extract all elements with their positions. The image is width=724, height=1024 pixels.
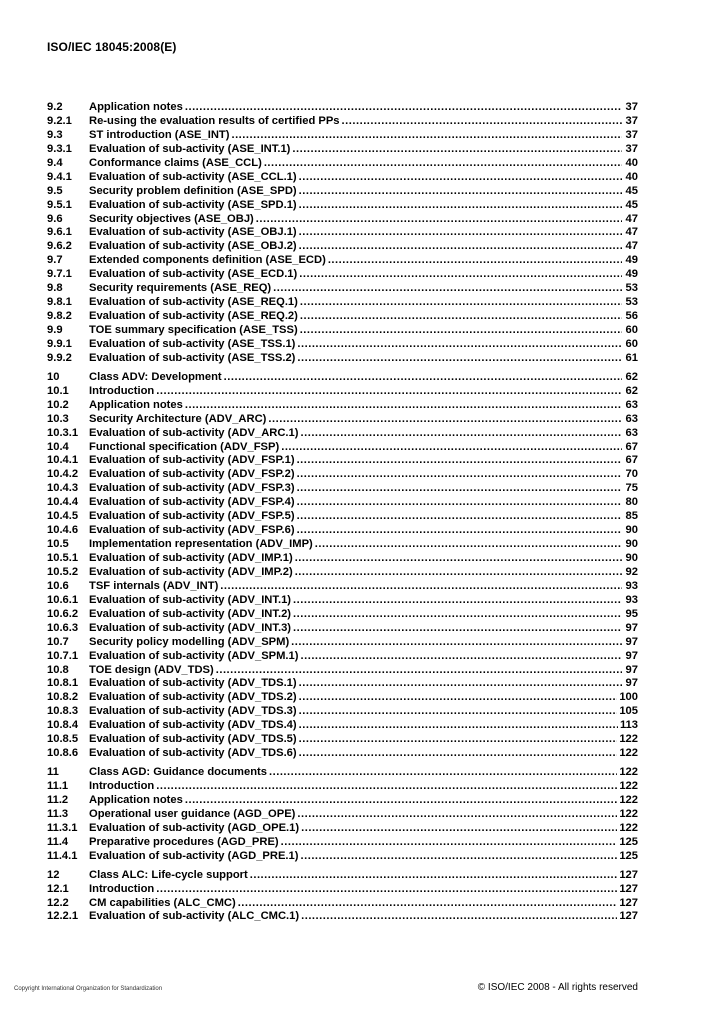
- toc-entry-number: 9.4.1: [47, 170, 72, 183]
- toc-entry-page: 127: [619, 868, 638, 881]
- footer-copyright-left: Copyright International Organization for Standardization: [14, 986, 163, 992]
- toc-entry-title: Re-using the evaluation results of certified PPs: [89, 114, 340, 127]
- toc-dot-leader: [301, 910, 617, 924]
- toc-entry[interactable]: [47, 185, 638, 199]
- toc-entry-number: 10.8.4: [47, 719, 79, 732]
- toc-entry[interactable]: [47, 650, 638, 664]
- toc-entry-number: 10.4.6: [47, 524, 79, 537]
- toc-entry-title: Evaluation of sub-activity (ADV_IMP.1): [89, 552, 293, 564]
- toc-entry-title: Evaluation of sub-activity (ADV_TDS.3): [89, 705, 297, 718]
- toc-entry-title: Evaluation of sub-activity (ADV_FSP.1): [89, 454, 295, 467]
- toc-dot-leader: [299, 185, 622, 199]
- toc-dot-leader: [185, 101, 622, 115]
- toc-entry-page: 67: [625, 454, 638, 467]
- toc-entry-number: 9.6.1: [47, 226, 72, 239]
- toc-entry[interactable]: [47, 413, 638, 427]
- toc-entry-number: 10.5.1: [47, 552, 79, 564]
- toc-dot-leader: [301, 822, 617, 836]
- toc-dot-leader: [231, 129, 622, 143]
- toc-entry-page: 47: [625, 212, 638, 225]
- toc-entry[interactable]: [47, 171, 638, 185]
- toc-entry-page: 127: [619, 882, 638, 895]
- toc-entry-page: 122: [619, 733, 638, 746]
- toc-dot-leader: [295, 552, 622, 566]
- toc-entry[interactable]: [47, 608, 638, 622]
- toc-entry-page: 37: [625, 101, 638, 113]
- toc-entry-page: 60: [625, 324, 638, 336]
- toc-entry-title: Evaluation of sub-activity (ADV_TDS.2): [89, 691, 297, 704]
- toc-entry-title: Evaluation of sub-activity (ADV_FSP.6): [89, 524, 295, 537]
- toc-dot-leader: [299, 733, 618, 747]
- toc-dot-leader: [299, 747, 618, 761]
- toc-entry-number: 10.6.3: [47, 621, 79, 634]
- toc-entry-number: 10.4.5: [47, 510, 79, 523]
- toc-entry-page: 37: [625, 114, 638, 127]
- toc-entry[interactable]: [47, 869, 638, 883]
- toc-dot-leader: [315, 538, 622, 552]
- toc-dot-leader: [297, 496, 622, 510]
- toc-entry-page: 122: [619, 807, 638, 820]
- toc-dot-leader: [281, 836, 618, 850]
- toc-entry[interactable]: [47, 850, 638, 864]
- toc-entry-title: Evaluation of sub-activity (ADV_FSP.2): [89, 468, 295, 481]
- toc-entry-title: Security problem definition (ASE_SPD): [89, 184, 297, 197]
- toc-entry-title: Application notes: [89, 398, 183, 411]
- toc-entry-number: 10.3: [47, 412, 69, 425]
- toc-entry-page: 100: [619, 691, 638, 704]
- toc-dot-leader: [292, 143, 622, 157]
- toc-entry-page: 61: [625, 351, 638, 364]
- toc-dot-leader: [297, 352, 622, 366]
- toc-entry[interactable]: [47, 836, 638, 850]
- toc-dot-leader: [268, 413, 622, 427]
- toc-entry-title: Class ADV: Development: [89, 370, 222, 383]
- toc-dot-leader: [299, 199, 622, 213]
- toc-entry-title: Evaluation of sub-activity (ADV_TDS.1): [89, 677, 297, 690]
- toc-entry-number: 10.7: [47, 635, 69, 648]
- toc-entry[interactable]: [47, 296, 638, 310]
- toc-entry-page: 122: [619, 780, 638, 792]
- toc-entry-page: 127: [619, 896, 638, 909]
- toc-entry-page: 97: [625, 635, 638, 648]
- toc-entry-page: 37: [625, 142, 638, 155]
- toc-entry-page: 49: [625, 254, 638, 267]
- toc-dot-leader: [300, 324, 622, 338]
- toc-entry-number: 10.7.1: [47, 649, 79, 662]
- toc-entry-title: Evaluation of sub-activity (ADV_IMP.2): [89, 565, 293, 578]
- toc-entry-page: 122: [619, 766, 638, 779]
- toc-entry-page: 37: [625, 128, 638, 141]
- toc-entry-page: 45: [625, 184, 638, 197]
- toc-entry-title: Evaluation of sub-activity (ASE_TSS.1): [89, 337, 296, 350]
- toc-entry-number: 9.4: [47, 156, 63, 169]
- toc-entry-title: Preparative procedures (AGD_PRE): [89, 835, 279, 848]
- toc-entry-page: 93: [625, 593, 638, 606]
- toc-entry-number: 10.1: [47, 384, 69, 397]
- toc-entry-number: 10.4.2: [47, 468, 79, 481]
- toc-entry-title: Evaluation of sub-activity (ASE_REQ.2): [89, 310, 298, 323]
- toc-entry[interactable]: [47, 454, 638, 468]
- toc-entry[interactable]: [47, 664, 638, 678]
- toc-entry-title: Evaluation of sub-activity (ASE_OBJ.2): [89, 240, 297, 253]
- toc-entry[interactable]: [47, 747, 638, 761]
- toc-entry[interactable]: [47, 636, 638, 650]
- toc-entry-page: 125: [619, 835, 638, 848]
- toc-entry-title: Evaluation of sub-activity (ASE_INT.1): [89, 142, 291, 155]
- toc-entry[interactable]: [47, 677, 638, 691]
- toc-dot-leader: [297, 468, 622, 482]
- toc-entry-page: 40: [625, 170, 638, 183]
- toc-entry-number: 10.5: [47, 538, 69, 551]
- document-id: ISO/IEC 18045:2008(E): [47, 40, 177, 54]
- toc-dot-leader: [342, 115, 622, 129]
- toc-group: [47, 101, 638, 366]
- toc-dot-leader: [293, 608, 622, 622]
- toc-dot-leader: [185, 399, 622, 413]
- toc-entry-number: 12.1: [47, 882, 69, 895]
- toc-entry-title: Evaluation of sub-activity (AGD_PRE.1): [89, 849, 299, 862]
- toc-entry-title: Class AGD: Guidance documents: [89, 766, 267, 779]
- toc-entry-number: 11.1: [47, 780, 69, 792]
- toc-entry-title: Security Architecture (ADV_ARC): [89, 412, 267, 425]
- toc-dot-leader: [299, 171, 622, 185]
- toc-dot-leader: [250, 869, 618, 883]
- toc-entry-title: Application notes: [89, 101, 183, 113]
- toc-entry-page: 125: [619, 849, 638, 862]
- toc-entry[interactable]: [47, 622, 638, 636]
- toc-entry[interactable]: [47, 240, 638, 254]
- toc-dot-leader: [299, 226, 622, 240]
- toc-entry[interactable]: [47, 199, 638, 213]
- toc-entry-number: 10.4.1: [47, 454, 79, 467]
- toc-entry-page: 97: [625, 677, 638, 690]
- toc-entry-page: 63: [625, 426, 638, 439]
- toc-entry-page: 62: [625, 370, 638, 383]
- toc-dot-leader: [256, 213, 622, 227]
- toc-entry-number: 11.4.1: [47, 849, 78, 862]
- toc-entry[interactable]: [47, 468, 638, 482]
- toc-dot-leader: [238, 897, 618, 911]
- toc-entry-number: 11.4: [47, 835, 69, 848]
- toc-group: [47, 869, 638, 925]
- toc-entry[interactable]: [47, 897, 638, 911]
- toc-entry-number: 10.8.3: [47, 705, 79, 718]
- toc-entry[interactable]: [47, 371, 638, 385]
- toc-entry-title: Evaluation of sub-activity (ADV_TDS.6): [89, 747, 297, 760]
- toc-entry-page: 49: [625, 268, 638, 281]
- toc-entry-title: Functional specification (ADV_FSP): [89, 440, 280, 453]
- toc-entry[interactable]: [47, 719, 638, 733]
- toc-dot-leader: [299, 240, 622, 254]
- toc-entry-number: 10.6.2: [47, 607, 79, 620]
- toc-entry[interactable]: [47, 482, 638, 496]
- toc-entry-title: TOE summary specification (ASE_TSS): [89, 324, 298, 336]
- toc-entry[interactable]: [47, 883, 638, 897]
- toc-entry[interactable]: [47, 524, 638, 538]
- toc-dot-leader: [156, 883, 617, 897]
- toc-entry[interactable]: [47, 115, 638, 129]
- toc-dot-leader: [156, 385, 622, 399]
- toc-entry-number: 10.8.5: [47, 733, 79, 746]
- toc-entry[interactable]: [47, 427, 638, 441]
- toc-entry-title: Security requirements (ASE_REQ): [89, 282, 272, 295]
- toc-entry-page: 122: [619, 821, 638, 834]
- toc-entry-number: 9.7: [47, 254, 63, 267]
- toc-entry-title: Evaluation of sub-activity (ADV_INT.2): [89, 607, 292, 620]
- toc-entry-number: 11.3: [47, 807, 69, 820]
- toc-entry-number: 12: [47, 868, 60, 881]
- toc-dot-leader: [299, 677, 622, 691]
- toc-entry[interactable]: [47, 399, 638, 413]
- toc-dot-leader: [299, 691, 618, 705]
- toc-group: [47, 766, 638, 864]
- toc-entry-number: 9.3: [47, 128, 63, 141]
- table-of-contents: [47, 101, 638, 929]
- toc-entry-title: Evaluation of sub-activity (ADV_INT.1): [89, 593, 292, 606]
- toc-dot-leader: [264, 157, 622, 171]
- toc-entry-title: TOE design (ADV_TDS): [89, 663, 214, 676]
- toc-dot-leader: [220, 580, 622, 594]
- toc-entry-number: 9.2: [47, 101, 63, 113]
- toc-dot-leader: [299, 719, 618, 733]
- toc-entry-number: 9.9.1: [47, 337, 72, 350]
- toc-entry-page: 97: [625, 621, 638, 634]
- toc-dot-leader: [156, 780, 617, 794]
- toc-entry-page: 53: [625, 282, 638, 295]
- toc-entry-number: 10.3.1: [47, 426, 79, 439]
- toc-entry[interactable]: [47, 552, 638, 566]
- toc-dot-leader: [297, 454, 622, 468]
- toc-entry-number: 9.8.1: [47, 296, 72, 309]
- toc-entry-page: 97: [625, 649, 638, 662]
- toc-entry-page: 80: [625, 496, 638, 509]
- toc-entry[interactable]: [47, 808, 638, 822]
- toc-entry-title: Evaluation of sub-activity (AGD_OPE.1): [89, 821, 300, 834]
- toc-entry-number: 10.6.1: [47, 593, 79, 606]
- toc-entry-page: 47: [625, 226, 638, 239]
- toc-entry-title: ST introduction (ASE_INT): [89, 128, 230, 141]
- toc-entry[interactable]: [47, 101, 638, 115]
- toc-entry[interactable]: [47, 441, 638, 455]
- toc-entry-number: 10.8: [47, 663, 69, 676]
- toc-entry[interactable]: [47, 733, 638, 747]
- toc-entry-title: Security objectives (ASE_OBJ): [89, 212, 254, 225]
- toc-dot-leader: [291, 636, 622, 650]
- toc-entry-title: Evaluation of sub-activity (ADV_FSP.3): [89, 482, 295, 495]
- toc-entry[interactable]: [47, 352, 638, 366]
- toc-entry-number: 9.5: [47, 184, 63, 197]
- toc-entry-number: 9.9: [47, 324, 63, 336]
- toc-entry-number: 9.2.1: [47, 114, 72, 127]
- toc-entry-number: 9.6.2: [47, 240, 72, 253]
- toc-entry[interactable]: [47, 766, 638, 780]
- toc-entry-number: 9.8.2: [47, 310, 72, 323]
- toc-dot-leader: [224, 371, 622, 385]
- toc-entry[interactable]: [47, 691, 638, 705]
- toc-entry-title: Evaluation of sub-activity (ADV_ARC.1): [89, 426, 299, 439]
- toc-entry[interactable]: [47, 794, 638, 808]
- toc-entry[interactable]: [47, 338, 638, 352]
- toc-entry-page: 93: [625, 579, 638, 592]
- toc-entry-number: 9.8: [47, 282, 63, 295]
- toc-entry-title: Evaluation of sub-activity (ALC_CMC.1): [89, 910, 300, 923]
- toc-entry-title: Evaluation of sub-activity (ASE_ECD.1): [89, 268, 298, 281]
- toc-entry[interactable]: [47, 822, 638, 836]
- toc-entry-number: 11: [47, 766, 59, 779]
- toc-entry-title: Evaluation of sub-activity (ASE_OBJ.1): [89, 226, 297, 239]
- toc-entry[interactable]: [47, 580, 638, 594]
- toc-dot-leader: [299, 268, 622, 282]
- toc-dot-leader: [293, 594, 622, 608]
- toc-entry[interactable]: [47, 282, 638, 296]
- toc-entry-title: Evaluation of sub-activity (ASE_SPD.1): [89, 198, 297, 211]
- toc-entry-title: Conformance claims (ASE_CCL): [89, 156, 262, 169]
- toc-entry-title: Introduction: [89, 384, 155, 397]
- toc-dot-leader: [297, 524, 622, 538]
- toc-entry-page: 53: [625, 296, 638, 309]
- toc-entry-page: 90: [625, 552, 638, 564]
- toc-entry[interactable]: [47, 594, 638, 608]
- toc-dot-leader: [301, 427, 623, 441]
- toc-entry[interactable]: [47, 780, 638, 794]
- toc-entry-number: 9.6: [47, 212, 63, 225]
- toc-dot-leader: [300, 296, 622, 310]
- toc-entry-title: Application notes: [89, 793, 183, 806]
- toc-entry-page: 122: [619, 793, 638, 806]
- toc-dot-leader: [216, 664, 622, 678]
- toc-entry-page: 105: [619, 705, 638, 718]
- toc-dot-leader: [300, 310, 622, 324]
- toc-entry-page: 113: [619, 719, 638, 732]
- toc-entry[interactable]: [47, 496, 638, 510]
- toc-entry-title: Evaluation of sub-activity (ADV_TDS.5): [89, 733, 297, 746]
- toc-entry-number: 11.3.1: [47, 821, 78, 834]
- toc-entry-title: Evaluation of sub-activity (ASE_CCL.1): [89, 170, 297, 183]
- toc-dot-leader: [273, 282, 622, 296]
- toc-entry-number: 10.4: [47, 440, 69, 453]
- toc-entry[interactable]: [47, 324, 638, 338]
- toc-entry[interactable]: [47, 910, 638, 924]
- toc-group: [47, 371, 638, 761]
- toc-entry-number: 10.8.1: [47, 677, 79, 690]
- toc-entry-title: Implementation representation (ADV_IMP): [89, 538, 313, 551]
- toc-entry-page: 45: [625, 198, 638, 211]
- toc-entry-page: 95: [625, 607, 638, 620]
- toc-dot-leader: [185, 794, 617, 808]
- toc-entry-page: 90: [625, 524, 638, 537]
- toc-entry-page: 90: [625, 538, 638, 551]
- toc-entry[interactable]: [47, 143, 638, 157]
- toc-entry-title: Evaluation of sub-activity (ASE_TSS.2): [89, 351, 296, 364]
- toc-dot-leader: [297, 338, 622, 352]
- toc-entry-number: 9.9.2: [47, 351, 72, 364]
- toc-entry-title: Class ALC: Life-cycle support: [89, 868, 248, 881]
- toc-entry-title: Evaluation of sub-activity (ADV_SPM.1): [89, 649, 299, 662]
- toc-entry-page: 47: [625, 240, 638, 253]
- toc-entry[interactable]: [47, 157, 638, 171]
- toc-entry-title: Evaluation of sub-activity (ASE_REQ.1): [89, 296, 298, 309]
- toc-entry-number: 11.2: [47, 793, 69, 806]
- toc-entry[interactable]: [47, 268, 638, 282]
- toc-entry-page: 85: [625, 510, 638, 523]
- toc-dot-leader: [301, 850, 618, 864]
- toc-entry-page: 63: [625, 398, 638, 411]
- toc-entry-page: 92: [625, 565, 638, 578]
- toc-entry-title: Introduction: [89, 882, 155, 895]
- toc-dot-leader: [293, 622, 622, 636]
- footer-copyright-right: © ISO/IEC 2008 - All rights reserved: [477, 982, 638, 993]
- toc-dot-leader: [299, 705, 618, 719]
- toc-dot-leader: [295, 566, 622, 580]
- toc-dot-leader: [301, 650, 623, 664]
- toc-entry-number: 10.5.2: [47, 565, 79, 578]
- toc-dot-leader: [328, 254, 622, 268]
- toc-entry-number: 9.7.1: [47, 268, 72, 281]
- toc-entry-page: 67: [625, 440, 638, 453]
- toc-dot-leader: [297, 510, 622, 524]
- toc-entry-title: Security policy modelling (ADV_SPM): [89, 635, 290, 648]
- toc-entry-page: 70: [625, 468, 638, 481]
- toc-entry-number: 9.5.1: [47, 198, 72, 211]
- toc-entry-number: 9.3.1: [47, 142, 72, 155]
- toc-entry[interactable]: [47, 129, 638, 143]
- toc-entry-title: Evaluation of sub-activity (ADV_FSP.5): [89, 510, 295, 523]
- toc-entry-page: 56: [625, 310, 638, 323]
- toc-dot-leader: [281, 441, 622, 455]
- toc-entry-number: 10: [47, 370, 60, 383]
- toc-entry[interactable]: [47, 705, 638, 719]
- toc-entry-number: 12.2: [47, 896, 69, 909]
- toc-entry[interactable]: [47, 254, 638, 268]
- toc-entry-title: Evaluation of sub-activity (ADV_TDS.4): [89, 719, 297, 732]
- toc-entry-number: 10.4.4: [47, 496, 79, 509]
- toc-entry-title: TSF internals (ADV_INT): [89, 579, 219, 592]
- toc-entry[interactable]: [47, 310, 638, 324]
- toc-entry-number: 10.8.2: [47, 691, 79, 704]
- toc-entry-page: 60: [625, 337, 638, 350]
- toc-entry[interactable]: [47, 226, 638, 240]
- toc-entry-title: Evaluation of sub-activity (ADV_INT.3): [89, 621, 292, 634]
- toc-entry-page: 62: [625, 384, 638, 397]
- toc-entry-title: Extended components definition (ASE_ECD): [89, 254, 326, 267]
- toc-entry-page: 122: [619, 747, 638, 760]
- toc-entry-number: 10.4.3: [47, 482, 79, 495]
- toc-entry[interactable]: [47, 566, 638, 580]
- toc-entry-page: 97: [625, 663, 638, 676]
- toc-entry-page: 75: [625, 482, 638, 495]
- toc-dot-leader: [269, 766, 617, 780]
- toc-entry-title: Evaluation of sub-activity (ADV_FSP.4): [89, 496, 295, 509]
- toc-entry-number: 12.2.1: [47, 910, 79, 923]
- toc-entry[interactable]: [47, 213, 638, 227]
- toc-entry-title: CM capabilities (ALC_CMC): [89, 896, 236, 909]
- toc-dot-leader: [297, 482, 622, 496]
- toc-entry-title: Introduction: [89, 780, 155, 792]
- toc-entry[interactable]: [47, 538, 638, 552]
- toc-entry[interactable]: [47, 385, 638, 399]
- toc-entry[interactable]: [47, 510, 638, 524]
- toc-entry-number: 10.6: [47, 579, 69, 592]
- toc-entry-page: 127: [619, 910, 638, 923]
- toc-dot-leader: [297, 808, 617, 822]
- toc-entry-page: 63: [625, 412, 638, 425]
- toc-entry-page: 40: [625, 156, 638, 169]
- toc-entry-number: 10.8.6: [47, 747, 79, 760]
- toc-entry-number: 10.2: [47, 398, 69, 411]
- toc-entry-title: Operational user guidance (AGD_OPE): [89, 807, 296, 820]
